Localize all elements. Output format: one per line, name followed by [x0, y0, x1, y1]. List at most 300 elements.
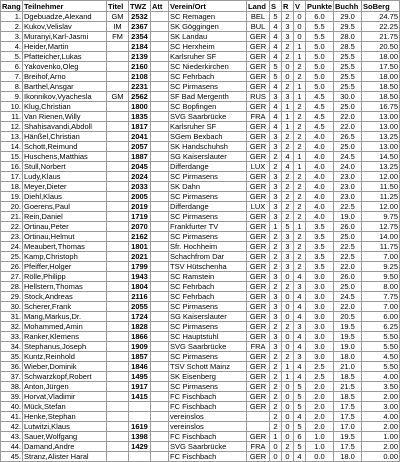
cell-buchh: 24.5: [334, 292, 362, 302]
header-row: [1, 1, 400, 12]
cell-s: 4: [270, 122, 282, 132]
cell-s: 3: [270, 312, 282, 322]
header-titel: Titel: [107, 1, 129, 12]
cell-rang: 15.: [1, 152, 23, 162]
cell-land: GER: [247, 322, 270, 332]
cell-verein: SC Pirmasens: [169, 302, 247, 312]
cell-verein: SK Dahn: [169, 182, 247, 192]
cell-name: Ortinau,Helmut: [23, 232, 107, 242]
cell-soberg: 2.00: [362, 422, 400, 432]
header-s: S: [270, 1, 282, 12]
cell-name: Huschens,Matthias: [23, 152, 107, 162]
cell-punkte: 2.5: [306, 362, 334, 372]
cell-rang: 26.: [1, 262, 23, 272]
cell-verein: SC Fehrbach: [169, 72, 247, 82]
cell-land: BUL: [247, 22, 270, 32]
cell-titel: IM: [107, 22, 129, 32]
table-row: [1, 102, 400, 112]
cell-land: GER: [247, 302, 270, 312]
cell-punkte: 1.0: [306, 432, 334, 442]
cell-land: GER: [247, 182, 270, 192]
cell-rang: 11.: [1, 112, 23, 122]
cell-twz: 2160: [129, 62, 151, 72]
cell-titel: [107, 422, 129, 432]
cell-titel: [107, 132, 129, 142]
cell-land: GER: [247, 382, 270, 392]
cell-buchh: 26.5: [334, 132, 362, 142]
cell-punkte: 4.0: [306, 212, 334, 222]
table-row: [1, 272, 400, 282]
cell-buchh: 17.0: [334, 422, 362, 432]
cell-att: [151, 252, 169, 262]
cell-v: 2: [294, 172, 306, 182]
cell-rang: 10.: [1, 102, 23, 112]
cell-punkte: 4.5: [306, 112, 334, 122]
cell-land: GER: [247, 122, 270, 132]
header-v: V: [294, 1, 306, 12]
cell-r: 3: [282, 32, 294, 42]
cell-buchh: 22.5: [334, 252, 362, 262]
cell-twz: 2070: [129, 222, 151, 232]
cell-punkte: 3.0: [306, 282, 334, 292]
cell-soberg: 14.00: [362, 232, 400, 242]
cell-name: Pfeiffer,Holger: [23, 262, 107, 272]
cell-s: 3: [270, 182, 282, 192]
cell-twz: 2033: [129, 182, 151, 192]
cell-soberg: 7.75: [362, 292, 400, 302]
table-row: [1, 142, 400, 152]
cell-v: 4: [294, 272, 306, 282]
cell-name: Mück,Stefan: [23, 402, 107, 412]
cell-att: [151, 42, 169, 52]
cell-name: Horvat,Vladimir: [23, 392, 107, 402]
cell-soberg: 21.75: [362, 32, 400, 42]
cell-v: 3: [294, 282, 306, 292]
cell-titel: [107, 42, 129, 52]
cell-v: 0: [294, 12, 306, 22]
cell-rang: 12.: [1, 122, 23, 132]
cell-land: GER: [247, 282, 270, 292]
cell-r: 2: [282, 52, 294, 62]
cell-land: [247, 412, 270, 422]
cell-rang: 23.: [1, 232, 23, 242]
cell-twz: 1619: [129, 422, 151, 432]
cell-r: 1: [282, 372, 294, 382]
cell-v: 4: [294, 292, 306, 302]
cell-v: 0: [294, 22, 306, 32]
cell-twz: 2354: [129, 32, 151, 42]
cell-punkte: 3.0: [306, 292, 334, 302]
cell-v: 2: [294, 252, 306, 262]
cell-buchh: 18.5: [334, 392, 362, 402]
cell-land: GER: [247, 402, 270, 412]
cell-verein: vereinslos: [169, 422, 247, 432]
cell-name: Shahisavandi,Abdoll: [23, 122, 107, 132]
cell-r: 3: [282, 92, 294, 102]
cell-v: 4: [294, 342, 306, 352]
cell-v: 5: [294, 422, 306, 432]
cell-buchh: 29.5: [334, 22, 362, 32]
header-twz: TWZ: [129, 1, 151, 12]
cell-att: [151, 312, 169, 322]
table-row: [1, 92, 400, 102]
cell-v: 1: [294, 42, 306, 52]
cell-twz: 1800: [129, 102, 151, 112]
cell-soberg: 11.50: [362, 182, 400, 192]
cell-twz: 1917: [129, 382, 151, 392]
cell-verein: Differdange: [169, 202, 247, 212]
table-row: [1, 402, 400, 412]
cell-s: 4: [270, 102, 282, 112]
cell-att: [151, 362, 169, 372]
cell-rang: 41.: [1, 412, 23, 422]
cell-verein: SK Göggingen: [169, 22, 247, 32]
cell-r: 2: [282, 132, 294, 142]
cell-titel: [107, 282, 129, 292]
cell-verein: Differdange: [169, 162, 247, 172]
cell-land: GER: [247, 242, 270, 252]
cell-s: 2: [270, 252, 282, 262]
cell-buchh: 19.0: [334, 342, 362, 352]
cell-buchh: 24.5: [334, 152, 362, 162]
cell-r: 1: [282, 122, 294, 132]
cell-verein: TSV Schott Mainz: [169, 362, 247, 372]
cell-punkte: 3.0: [306, 302, 334, 312]
cell-name: Wieber,Dominik: [23, 362, 107, 372]
table-row: [1, 252, 400, 262]
cell-rang: 24.: [1, 242, 23, 252]
cell-soberg: 3.00: [362, 402, 400, 412]
cell-soberg: 12.75: [362, 222, 400, 232]
cell-buchh: 25.0: [334, 142, 362, 152]
cell-att: [151, 52, 169, 62]
cell-land: GER: [247, 42, 270, 52]
cell-r: 2: [282, 282, 294, 292]
cell-verein: SGem Bexbach: [169, 132, 247, 142]
cell-twz: 1943: [129, 272, 151, 282]
cell-land: GER: [247, 372, 270, 382]
cell-s: 3: [270, 332, 282, 342]
cell-att: [151, 382, 169, 392]
cell-soberg: 6.25: [362, 322, 400, 332]
cell-s: 2: [270, 362, 282, 372]
table-row: [1, 192, 400, 202]
cell-twz: 2532: [129, 12, 151, 22]
cell-att: [151, 102, 169, 112]
cell-rang: 43.: [1, 432, 23, 442]
cell-verein: FC Fischbach: [169, 402, 247, 412]
cell-v: 6: [294, 432, 306, 442]
cell-titel: [107, 382, 129, 392]
cell-twz: 2184: [129, 42, 151, 52]
cell-att: [151, 262, 169, 272]
cell-soberg: 16.75: [362, 102, 400, 112]
cell-name: Sauer,Wolfgang: [23, 432, 107, 442]
cell-titel: [107, 122, 129, 132]
cell-land: BEL: [247, 12, 270, 22]
cell-titel: [107, 162, 129, 172]
cell-land: GER: [247, 292, 270, 302]
cell-r: 2: [282, 182, 294, 192]
cell-verein: SG Kaiserslauter: [169, 312, 247, 322]
cell-soberg: 5.50: [362, 362, 400, 372]
cell-s: 2: [270, 262, 282, 272]
cell-name: Stull,Norbert: [23, 162, 107, 172]
cell-titel: [107, 142, 129, 152]
cell-buchh: 18.0: [334, 452, 362, 462]
cell-v: 2: [294, 112, 306, 122]
cell-land: GER: [247, 72, 270, 82]
cell-rang: 18.: [1, 182, 23, 192]
cell-verein: SF Bad Mergenth: [169, 92, 247, 102]
cell-s: 4: [270, 82, 282, 92]
cell-titel: [107, 292, 129, 302]
cell-soberg: 12.00: [362, 172, 400, 182]
cell-twz: 1804: [129, 282, 151, 292]
cell-rang: 25.: [1, 252, 23, 262]
cell-soberg: 18.00: [362, 52, 400, 62]
cell-land: GER: [247, 142, 270, 152]
cell-buchh: 22.5: [334, 242, 362, 252]
cell-name: Diehl,Klaus: [23, 192, 107, 202]
table-row: [1, 42, 400, 52]
header-rang: Rang: [2, 1, 21, 11]
header-verein: Verein/Ort: [169, 1, 247, 12]
cell-titel: [107, 222, 129, 232]
cell-twz: 1495: [129, 372, 151, 382]
cell-v: 2: [294, 192, 306, 202]
cell-name: Schwarzkopf,Robert: [23, 372, 107, 382]
table-row: [1, 232, 400, 242]
cell-punkte: 4.0: [306, 132, 334, 142]
cell-v: 4: [294, 312, 306, 322]
cell-s: 2: [270, 382, 282, 392]
cell-att: [151, 32, 169, 42]
cell-r: 1: [282, 362, 294, 372]
cell-punkte: 2.0: [306, 392, 334, 402]
cell-land: GER: [247, 82, 270, 92]
cell-rang: 9.: [1, 92, 23, 102]
cell-name: Klug,Christian: [23, 102, 107, 112]
cell-s: 4: [270, 32, 282, 42]
table-row: [1, 392, 400, 402]
cell-r: 0: [282, 402, 294, 412]
cell-soberg: 6.00: [362, 312, 400, 322]
cell-punkte: 4.5: [306, 92, 334, 102]
cell-name: Ikonnikov,Vyachesla: [23, 92, 107, 102]
cell-titel: GM: [107, 12, 129, 22]
cell-r: 0: [282, 392, 294, 402]
cell-r: 2: [282, 322, 294, 332]
cell-rang: 32.: [1, 322, 23, 332]
cell-r: 2: [282, 142, 294, 152]
cell-name: Mohammed,Amin: [23, 322, 107, 332]
cell-titel: [107, 302, 129, 312]
cell-punkte: 3.0: [306, 322, 334, 332]
cell-soberg: 18.50: [362, 92, 400, 102]
table-row: [1, 242, 400, 252]
cell-buchh: 23.0: [334, 172, 362, 182]
cell-r: 0: [282, 382, 294, 392]
cell-rang: 29.: [1, 292, 23, 302]
cell-v: 3: [294, 322, 306, 332]
cell-titel: [107, 322, 129, 332]
cell-s: 2: [270, 412, 282, 422]
cell-name: Anton,Jürgen: [23, 382, 107, 392]
cell-twz: 1846: [129, 362, 151, 372]
cell-titel: [107, 372, 129, 382]
cell-rang: 13.: [1, 132, 23, 142]
cell-titel: [107, 182, 129, 192]
cell-v: 5: [294, 382, 306, 392]
table-row: [1, 292, 400, 302]
cell-titel: [107, 332, 129, 342]
table-row: [1, 202, 400, 212]
cell-att: [151, 12, 169, 22]
cell-v: 4: [294, 452, 306, 462]
cell-rang: 5.: [1, 52, 23, 62]
cell-titel: [107, 52, 129, 62]
cell-punkte: 2.0: [306, 382, 334, 392]
cell-r: 2: [282, 82, 294, 92]
cell-v: 4: [294, 372, 306, 382]
table-row: [1, 422, 400, 432]
header-att: Att: [151, 1, 169, 12]
cell-titel: [107, 242, 129, 252]
table-row: [1, 212, 400, 222]
cell-att: [151, 302, 169, 312]
table-row: [1, 332, 400, 342]
cell-soberg: 2.00: [362, 442, 400, 452]
cell-twz: 1801: [129, 242, 151, 252]
cell-r: 0: [282, 342, 294, 352]
cell-s: 4: [270, 42, 282, 52]
cell-name: Rein,Daniel: [23, 212, 107, 222]
standings-body: [1, 12, 400, 462]
cell-r: 5: [282, 222, 294, 232]
cell-twz: 2024: [129, 172, 151, 182]
cell-v: 2: [294, 62, 306, 72]
cell-punkte: 2.0: [306, 412, 334, 422]
cell-land: GER: [247, 212, 270, 222]
cell-titel: [107, 202, 129, 212]
cell-punkte: 4.0: [306, 162, 334, 172]
cell-titel: [107, 112, 129, 122]
cell-r: 3: [282, 262, 294, 272]
cell-r: 4: [282, 162, 294, 172]
cell-titel: [107, 262, 129, 272]
cell-rang: 28.: [1, 282, 23, 292]
table-row: [1, 262, 400, 272]
cell-land: GER: [247, 132, 270, 142]
cell-buchh: 21.0: [334, 362, 362, 372]
cell-s: 5: [270, 62, 282, 72]
cell-v: 2: [294, 262, 306, 272]
cell-s: 3: [270, 142, 282, 152]
cell-twz: 2108: [129, 72, 151, 82]
cell-name: Damand,Andre: [23, 442, 107, 452]
cell-verein: SC Bopfingen: [169, 102, 247, 112]
cell-rang: 36.: [1, 362, 23, 372]
cell-twz: 2041: [129, 132, 151, 142]
cell-land: GER: [247, 32, 270, 42]
cell-soberg: 18.50: [362, 82, 400, 92]
cell-verein: FC Fischbach: [169, 432, 247, 442]
cell-att: [151, 452, 169, 462]
cell-soberg: 9.50: [362, 272, 400, 282]
cell-land: GER: [247, 262, 270, 272]
cell-rang: 44.: [1, 442, 23, 452]
cell-verein: FC Fischbach: [169, 392, 247, 402]
cell-name: Meaubert,Thomas: [23, 242, 107, 252]
table-row: [1, 182, 400, 192]
cell-punkte: 6.0: [306, 12, 334, 22]
cell-rang: 31.: [1, 312, 23, 322]
cell-r: 2: [282, 12, 294, 22]
cell-att: [151, 62, 169, 72]
cell-twz: 2019: [129, 202, 151, 212]
cell-buchh: 30.0: [334, 92, 362, 102]
cell-buchh: 25.0: [334, 102, 362, 112]
cell-verein: Frankfurter TV: [169, 222, 247, 232]
table-row: [1, 152, 400, 162]
cell-buchh: 19.5: [334, 332, 362, 342]
cell-v: 1: [294, 82, 306, 92]
cell-land: GER: [247, 432, 270, 442]
cell-s: 2: [270, 162, 282, 172]
cell-name: Hellstern,Thomas: [23, 282, 107, 292]
cell-r: 3: [282, 22, 294, 32]
table-row: [1, 362, 400, 372]
cell-name: Kuntz,Reinhold: [23, 352, 107, 362]
cell-twz: 2116: [129, 292, 151, 302]
cell-twz: 2139: [129, 52, 151, 62]
cell-soberg: 13.25: [362, 162, 400, 172]
cell-twz: [129, 412, 151, 422]
cell-buchh: 23.0: [334, 192, 362, 202]
cell-rang: 37.: [1, 372, 23, 382]
cell-s: 2: [270, 352, 282, 362]
cell-twz: 1887: [129, 152, 151, 162]
cell-verein: SC Pirmasens: [169, 192, 247, 202]
header-punkte: Punkte: [307, 1, 333, 11]
cell-att: [151, 152, 169, 162]
cell-punkte: 5.5: [306, 32, 334, 42]
cell-name: Pfatteicher,Lukas: [23, 52, 107, 62]
cell-att: [151, 292, 169, 302]
cell-titel: [107, 432, 129, 442]
cell-buchh: 26.0: [334, 272, 362, 282]
cell-soberg: 17.50: [362, 62, 400, 72]
cell-punkte: 5.0: [306, 62, 334, 72]
cell-att: [151, 222, 169, 232]
cell-titel: FM: [107, 32, 129, 42]
cell-verein: SC Herxheim: [169, 42, 247, 52]
table-row: [1, 12, 400, 22]
table-row: [1, 162, 400, 172]
cell-twz: 1719: [129, 212, 151, 222]
cell-s: 3: [270, 202, 282, 212]
table-row: [1, 222, 400, 232]
cell-soberg: 22.25: [362, 22, 400, 32]
cell-verein: SC Pirmasens: [169, 322, 247, 332]
cell-land: GER: [247, 62, 270, 72]
cell-s: 1: [270, 432, 282, 442]
cell-land: GER: [247, 232, 270, 242]
cell-name: Heider,Martin: [23, 42, 107, 52]
cell-soberg: 12.00: [362, 202, 400, 212]
cell-att: [151, 332, 169, 342]
